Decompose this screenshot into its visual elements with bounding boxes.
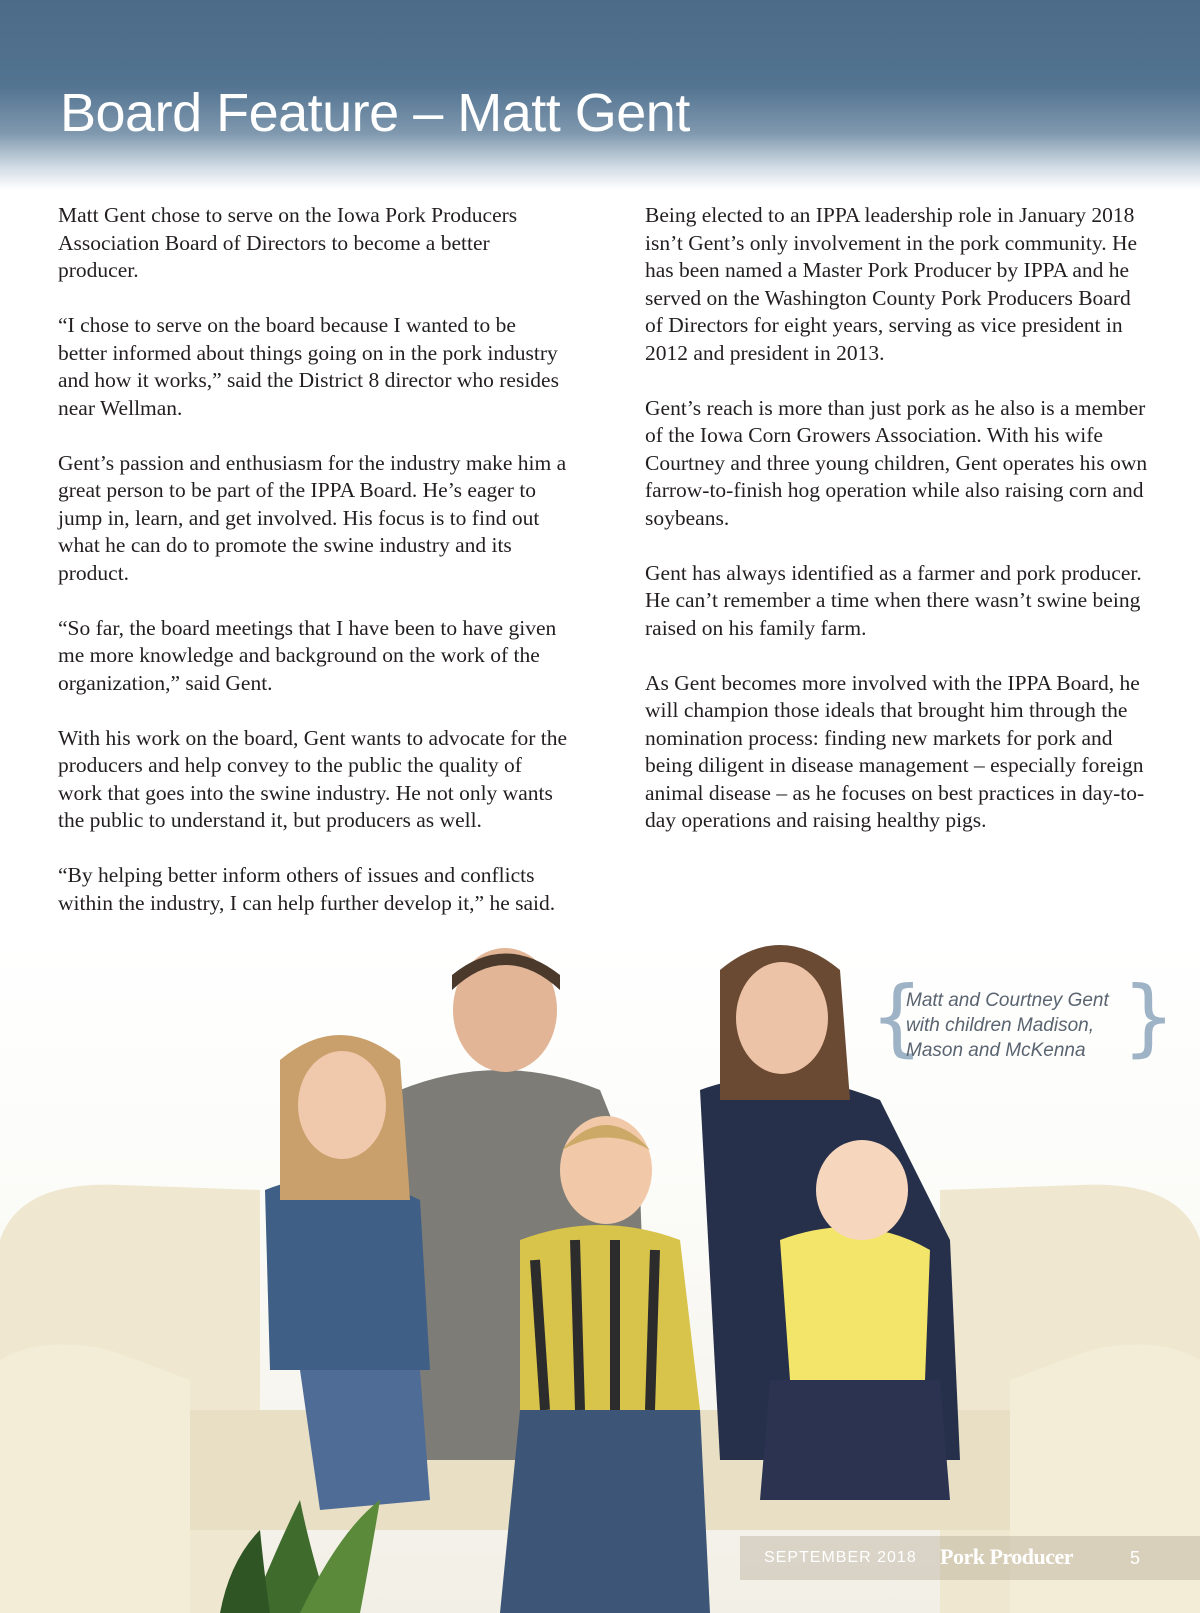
left-brace-icon: { [870, 968, 924, 1066]
right-brace-icon: } [1122, 968, 1176, 1066]
paragraph: Gent’s reach is more than just pork as he also is a member of the Iowa Corn Growers Association. With his wife Courtney and three young children, Gent operates his own farrow-to-finish hog operation while also raising corn and soybeans. [645, 395, 1148, 530]
paragraph: Being elected to an IPPA leadership role in January 2018 isn’t Gent’s only involvement in the pork community. He has been named a Master Pork Producer by IPPA and he served on the Washington County Pork Producers Board of Directors for eight years, serving as vice president in 2012 and president in 2013. [645, 203, 1138, 365]
paragraph: With his work on the board, Gent wants to advocate for the producers and help convey to the public the quality of work that goes into the swine industry. He not only wants the public to understand it, but producers as well. [58, 725, 568, 832]
paragraph: “By helping better inform others of issues and conflicts within the industry, I can help further develop it,” he said. [58, 863, 556, 915]
caption-line: Mason and McKenna [906, 1040, 1086, 1061]
article-column-right [645, 202, 1150, 862]
paragraph: “I chose to serve on the board because I wanted to be better informed about things going on in the pork industry and how it works,” said the District 8 director who resides near Wellman. [58, 313, 559, 420]
article-column-left [58, 202, 568, 945]
caption-line: with children Madison, [906, 1015, 1094, 1036]
caption-line: Matt and Courtney Gent [906, 990, 1109, 1011]
publication-logo: Pork Producer [940, 1544, 1074, 1569]
paragraph: “So far, the board meetings that I have been to have given me more knowledge and background on the work of the organization,” said Gent. [58, 615, 557, 695]
page-header [0, 0, 1200, 190]
page-footer [0, 1546, 1200, 1576]
caption-text [906, 988, 1136, 1063]
paragraph: Gent has always identified as a farmer and pork producer. He can’t remember a time when there wasn’t swine being raised on his family farm. [645, 560, 1142, 640]
page-title: Board Feature – Matt Gent [60, 83, 690, 143]
paragraph: Matt Gent chose to serve on the Iowa Pork Producers Association Board of Directors to become a better producer. [58, 203, 518, 282]
paragraph: Gent’s passion and enthusiasm for the industry make him a great person to be part of the IPPA Board. He’s eager to jump in, learn, and get involved. His focus is to find out what he can do to promote the swine industry and its product. [58, 450, 567, 585]
photo-caption [870, 968, 1176, 1072]
page-number: 5 [1130, 1548, 1141, 1568]
issue-date: SEPTEMBER 2018 [764, 1549, 917, 1566]
paragraph: As Gent becomes more involved with the IPPA Board, he will champion those ideals that brought him through the nomination process: finding new markets for pork and being diligent in disease management – especially foreign animal disease – as he focuses on best practices in day-to-day operations and raising healthy pigs. [645, 670, 1145, 832]
